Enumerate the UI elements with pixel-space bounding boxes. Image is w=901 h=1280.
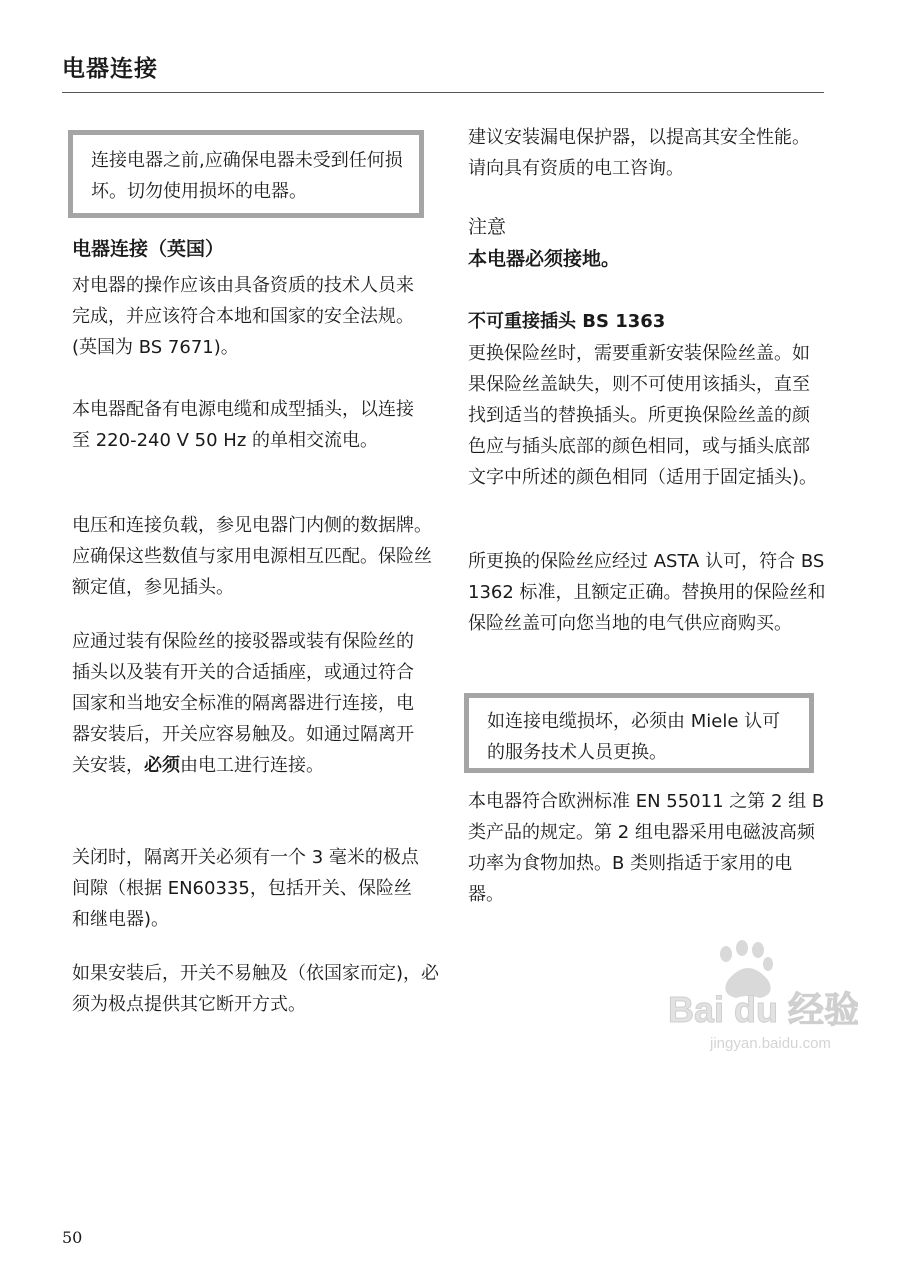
cable-damage-text: 如连接电缆损坏，必须由 Miele 认可的服务技术人员更换。 bbox=[487, 711, 781, 763]
paw-logo-icon bbox=[668, 940, 858, 1060]
baidu-watermark bbox=[668, 940, 858, 1060]
header-divider bbox=[62, 92, 824, 93]
paragraph-connection-method bbox=[72, 626, 424, 781]
paragraph-asta-fuse: 所更换的保险丝应经过 ASTA 认可，符合 BS 1362 标准，且额定正确。替换用的保险丝和保险丝盖可向您当地的电气供应商购买。 bbox=[468, 551, 826, 634]
section-title: 电器连接（英国） bbox=[72, 238, 225, 260]
paragraph-alternative-disconnect: 如果安装后，开关不易触及（依国家而定)，必须为极点提供其它断开方式。 bbox=[72, 963, 440, 1015]
note-text: 本电器必须接地。 bbox=[468, 248, 621, 270]
note-title: 注意 bbox=[468, 216, 507, 238]
paragraph-power-cable: 本电器配备有电源电缆和成型插头，以连接至 220-240 V 50 Hz 的单相交流电。 bbox=[72, 399, 414, 451]
connection-method-text: 应通过装有保险丝的接驳器或装有保险丝的插头以及装有开关的合适插座，或通过符合国家和当地安全标准的隔离器进行连接，电器安装后，开关应容易触及。如通过隔离开关安装， bbox=[72, 631, 414, 776]
connection-method-emphasis: 必须 bbox=[144, 755, 180, 776]
warning-text: 连接电器之前,应确保电器未受到任何损坏。切勿使用损坏的电器。 bbox=[91, 150, 403, 202]
warning-box bbox=[68, 130, 424, 218]
cable-damage-box bbox=[464, 693, 814, 773]
paragraph-fuse-cover: 更换保险丝时，需要重新安装保险丝盖。如果保险丝盖缺失，则不可使用该插头，直至找到适当的替换插头。所更换保险丝盖的颜色应与插头底部的颜色相同，或与插头底部文字中所述的颜色相同（适用于固定插头)。 bbox=[468, 343, 818, 488]
page-number: 50 bbox=[62, 1228, 83, 1247]
svg-text:Bai du 经验: Bai du 经验 bbox=[668, 989, 858, 1030]
paragraph-isolator-gap: 关闭时，隔离开关必须有一个 3 毫米的极点间隙（根据 EN60335，包括开关、保险丝和继电器)。 bbox=[72, 847, 419, 930]
paragraph-rcd-recommendation: 建议安装漏电保护器，以提高其安全性能。请向具有资质的电工咨询。 bbox=[468, 127, 810, 179]
watermark-url: jingyan.baidu.com bbox=[710, 1035, 831, 1052]
plug-section-title: 不可重接插头 BS 1363 bbox=[468, 311, 666, 332]
paragraph-voltage-load: 电压和连接负载，参见电器门内侧的数据牌。应确保这些数值与家用电源相互匹配。保险丝额定值，参见插头。 bbox=[72, 515, 432, 598]
connection-method-text-end: 由电工进行连接。 bbox=[180, 755, 324, 776]
paragraph-qualified-technician: 对电器的操作应该由具备资质的技术人员来完成，并应该符合本地和国家的安全法规。(英国为 BS 7671)。 bbox=[72, 275, 414, 358]
page-title: 电器连接 bbox=[62, 56, 158, 82]
paragraph-en55011: 本电器符合欧洲标准 EN 55011 之第 2 组 B 类产品的规定。第 2 组电器采用电磁波高频功率为食物加热。B 类则指适于家用的电器。 bbox=[468, 791, 825, 905]
